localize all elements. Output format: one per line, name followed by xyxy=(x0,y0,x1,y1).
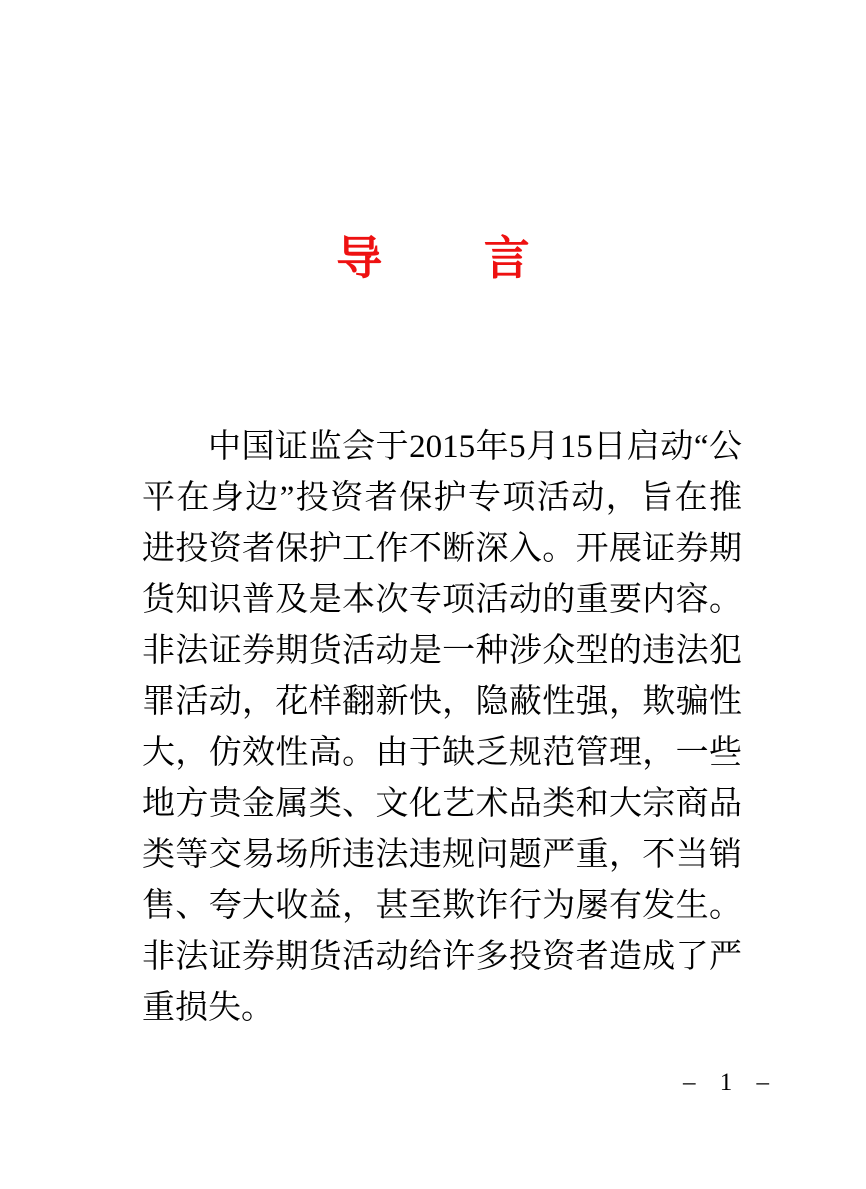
body-paragraph xyxy=(142,422,742,1034)
body-line: 售、夸大收益，甚至欺诈行为屡有发生。 xyxy=(142,888,742,924)
page-title-char-2: 言 xyxy=(483,233,530,284)
body-line: 平在身边”投资者保护专项活动，旨在推 xyxy=(142,480,742,516)
body-line: 罪活动，花样翻新快，隐蔽性强，欺骗性 xyxy=(142,684,742,720)
body-line: 非法证券期货活动是一种涉众型的违法犯 xyxy=(142,633,742,669)
page-title xyxy=(0,233,866,284)
page-title-char-1: 导 xyxy=(336,233,383,284)
body-line: 地方贵金属类、文化艺术品类和大宗商品 xyxy=(142,786,742,822)
body-line: 非法证券期货活动给许多投资者造成了严 xyxy=(142,939,742,975)
body-line: 进投资者保护工作不断深入。开展证券期 xyxy=(142,531,742,567)
body-line: 类等交易场所违法违规问题严重，不当销 xyxy=(142,837,742,873)
body-line: 货知识普及是本次专项活动的重要内容。 xyxy=(142,582,742,618)
body-line: 大，仿效性高。由于缺乏规范管理，一些 xyxy=(142,735,742,771)
page-number: – 1 – xyxy=(683,1069,778,1096)
body-line: 中国证监会于2015年5月15日启动“公 xyxy=(208,429,742,465)
body-line: 重损失。 xyxy=(142,990,274,1026)
